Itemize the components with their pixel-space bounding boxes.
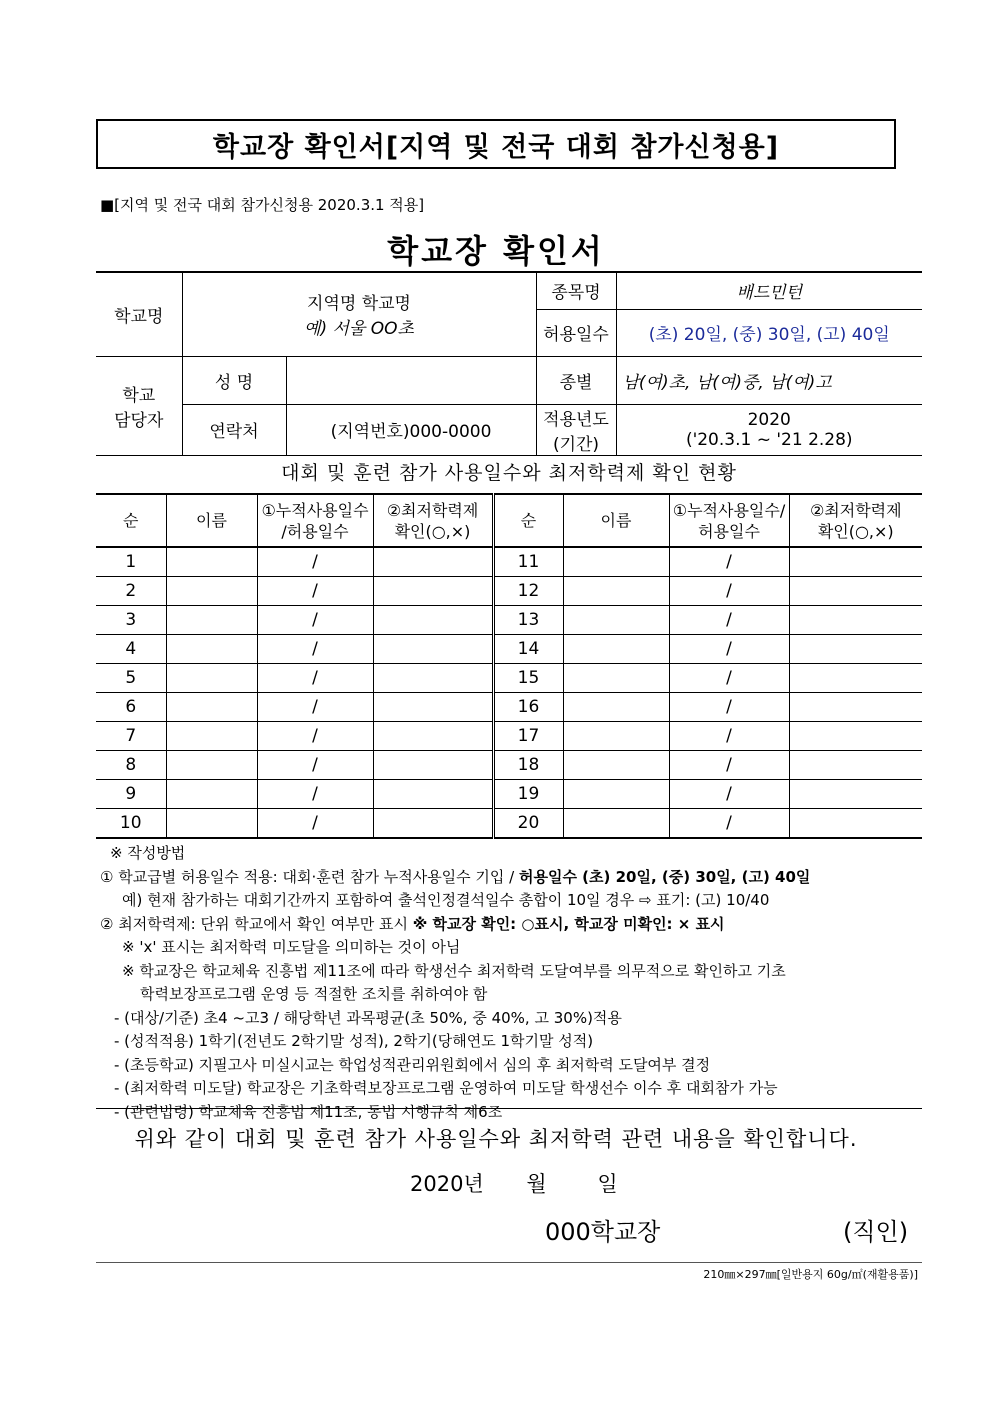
row-check-cell-right[interactable] bbox=[789, 635, 922, 664]
sport-label: 종목명 bbox=[536, 272, 616, 309]
row-check-cell-right[interactable] bbox=[789, 751, 922, 780]
row-no-right: 18 bbox=[493, 751, 563, 780]
row-days-cell[interactable]: / bbox=[257, 577, 373, 606]
allowed-days-value[interactable]: (초) 20일, (중) 30일, (고) 40일 bbox=[616, 309, 922, 356]
paper-spec-footer: 210㎜×297㎜[일반용지 60g/㎡(재활용품)] bbox=[703, 1268, 918, 1281]
row-days-cell-right[interactable]: / bbox=[669, 751, 789, 780]
row-name-cell-right[interactable] bbox=[563, 809, 669, 839]
instruction-item-1-example: 예) 현재 참가하는 대회기간까지 포함하여 출석인정결석일수 총합이 10일 경우 ⇨ 표기: (고) 10/40 bbox=[122, 891, 770, 909]
row-name-cell-right[interactable] bbox=[563, 577, 669, 606]
row-check-cell[interactable] bbox=[373, 780, 493, 809]
instructions bbox=[100, 842, 930, 1124]
row-check-cell[interactable] bbox=[373, 547, 493, 577]
row-days-cell-right[interactable]: / bbox=[669, 693, 789, 722]
header-no: 순 bbox=[96, 494, 166, 547]
school-label: 학교명 bbox=[96, 272, 182, 356]
table-row bbox=[96, 809, 922, 839]
header-days-right bbox=[669, 494, 789, 547]
row-name-cell[interactable] bbox=[166, 809, 257, 839]
row-name-cell[interactable] bbox=[166, 577, 257, 606]
row-no-right: 11 bbox=[493, 547, 563, 577]
sign-day: 일 bbox=[597, 1172, 618, 1196]
instruction-bullet: - (관련법령) 학교체육 진흥법 제11조, 동법 시행규칙 제6조 bbox=[114, 1102, 503, 1121]
row-no-right: 13 bbox=[493, 606, 563, 635]
row-days-cell-right[interactable]: / bbox=[669, 722, 789, 751]
row-check-cell-right[interactable] bbox=[789, 547, 922, 577]
table-row bbox=[96, 722, 922, 751]
manager-label bbox=[96, 356, 182, 455]
header-days-line1: ①누적사용일수 bbox=[261, 500, 369, 520]
row-check-cell[interactable] bbox=[373, 664, 493, 693]
table-row bbox=[96, 693, 922, 722]
row-check-cell[interactable] bbox=[373, 751, 493, 780]
year-value-line1: 2020 bbox=[747, 409, 791, 430]
header-check-right-line2: 확인(○,×) bbox=[817, 521, 894, 541]
instruction-item-2-text: ② 최저학력제: 단위 학교에서 확인 여부만 표시 bbox=[100, 914, 413, 933]
instruction-note-2-line1: ※ 학교장은 학교체육 진흥법 제11조에 따라 학생선수 최저학력 도달여부를 의무적으로 확인하고 기초 bbox=[122, 961, 786, 980]
instruction-item-2-mark: ※ 학교장 확인: ○표시, 학교장 미확인: × 표시 bbox=[412, 914, 725, 933]
manager-label-line2: 담당자 bbox=[114, 410, 164, 431]
contact-value[interactable]: (지역번호)000-0000 bbox=[286, 404, 536, 455]
row-name-cell[interactable] bbox=[166, 751, 257, 780]
official-seal-mark: (직인) bbox=[843, 1218, 909, 1246]
header-no-right: 순 bbox=[493, 494, 563, 547]
row-name-cell-right[interactable] bbox=[563, 780, 669, 809]
row-days-cell-right[interactable]: / bbox=[669, 577, 789, 606]
category-label: 종별 bbox=[536, 356, 616, 404]
row-check-cell-right[interactable] bbox=[789, 809, 922, 839]
instruction-item-2 bbox=[100, 913, 930, 937]
row-no: 5 bbox=[96, 664, 166, 693]
table-row bbox=[96, 780, 922, 809]
row-no: 1 bbox=[96, 547, 166, 577]
instruction-note-2-line2: 학력보장프로그램 운영 등 적절한 조치를 취하여야 함 bbox=[140, 985, 488, 1003]
header-check bbox=[373, 494, 493, 547]
sign-year: 2020년 bbox=[410, 1172, 484, 1196]
table-row bbox=[96, 751, 922, 780]
header-days-line2: /허용일수 bbox=[281, 521, 349, 541]
row-no: 4 bbox=[96, 635, 166, 664]
instruction-bullet: - (성적적용) 1학기(전년도 2학기말 성적), 2학기(당해연도 1학기말 성적) bbox=[114, 1032, 594, 1050]
instructions-heading: ※ 작성방법 bbox=[110, 844, 186, 862]
participation-table bbox=[96, 493, 922, 839]
header-name-right: 이름 bbox=[563, 494, 669, 547]
row-no: 2 bbox=[96, 577, 166, 606]
allowed-days-label: 허용일수 bbox=[536, 309, 616, 356]
row-days-cell[interactable]: / bbox=[257, 751, 373, 780]
instruction-bullet: - (대상/기준) 초4 ~고3 / 해당학년 과목평균(초 50%, 중 40%, 고 30%)적용 bbox=[114, 1008, 622, 1027]
instruction-bullet: - (초등학교) 지필고사 미실시교는 학업성적관리위원회에서 심의 후 최저학력 도달여부 결정 bbox=[114, 1055, 711, 1074]
row-name-cell[interactable] bbox=[166, 780, 257, 809]
sign-date bbox=[410, 1168, 618, 1198]
row-check-cell[interactable] bbox=[373, 693, 493, 722]
school-value-line2: 예) 서울 OO초 bbox=[304, 319, 414, 340]
page-title: 학교장 확인서 bbox=[387, 232, 605, 270]
row-check-cell-right[interactable] bbox=[789, 664, 922, 693]
table-row bbox=[96, 577, 922, 606]
row-name-cell[interactable] bbox=[166, 664, 257, 693]
row-no-right: 14 bbox=[493, 635, 563, 664]
row-check-cell[interactable] bbox=[373, 606, 493, 635]
closing-divider bbox=[96, 1108, 922, 1109]
header-check-right-line1: ②최저학력제 bbox=[809, 500, 902, 520]
row-days-cell-right[interactable]: / bbox=[669, 547, 789, 577]
header-days-right-line1: ①누적사용일수/ bbox=[672, 500, 786, 520]
row-days-cell[interactable]: / bbox=[257, 547, 373, 577]
table-row bbox=[96, 547, 922, 577]
form-version-note: ■[지역 및 전국 대회 참가신청용 2020.3.1 적용] bbox=[100, 196, 425, 214]
row-check-cell[interactable] bbox=[373, 809, 493, 839]
row-days-cell-right[interactable]: / bbox=[669, 606, 789, 635]
header-days bbox=[257, 494, 373, 547]
row-check-cell[interactable] bbox=[373, 635, 493, 664]
instruction-item-1-allowed: 허용일수 (초) 20일, (중) 30일, (고) 40일 bbox=[519, 867, 811, 886]
row-no-right: 17 bbox=[493, 722, 563, 751]
school-info-table bbox=[96, 271, 922, 456]
row-name-cell[interactable] bbox=[166, 547, 257, 577]
row-no-right: 20 bbox=[493, 809, 563, 839]
table-row bbox=[96, 606, 922, 635]
row-check-cell-right[interactable] bbox=[789, 577, 922, 606]
row-check-cell-right[interactable] bbox=[789, 780, 922, 809]
year-label bbox=[536, 404, 616, 455]
principal-name: 000학교장 bbox=[545, 1218, 661, 1246]
row-name-cell[interactable] bbox=[166, 635, 257, 664]
instruction-item-1 bbox=[100, 866, 930, 890]
row-no: 9 bbox=[96, 780, 166, 809]
year-label-line2: (기간) bbox=[552, 434, 600, 455]
row-days-cell[interactable]: / bbox=[257, 606, 373, 635]
name-value[interactable] bbox=[286, 356, 536, 404]
instruction-bullet: - (최저학력 미도달) 학교장은 기초학력보장프로그램 운영하여 미도달 학생선수 이수 후 대회참가 가능 bbox=[114, 1079, 778, 1097]
row-no: 6 bbox=[96, 693, 166, 722]
year-value[interactable] bbox=[616, 404, 922, 455]
row-name-cell-right[interactable] bbox=[563, 664, 669, 693]
row-no-right: 12 bbox=[493, 577, 563, 606]
row-no-right: 16 bbox=[493, 693, 563, 722]
closing-statement: 위와 같이 대회 및 훈련 참가 사용일수와 최저학력 관련 내용을 확인합니다. bbox=[134, 1127, 858, 1151]
manager-label-line1: 학교 bbox=[122, 385, 156, 406]
row-name-cell-right[interactable] bbox=[563, 693, 669, 722]
row-days-cell-right[interactable]: / bbox=[669, 780, 789, 809]
category-value[interactable]: 남(여)초, 남(여)중, 남(여)고 bbox=[616, 356, 922, 404]
row-check-cell-right[interactable] bbox=[789, 722, 922, 751]
row-days-cell-right[interactable]: / bbox=[669, 635, 789, 664]
table-row bbox=[96, 635, 922, 664]
header-days-right-line2: 허용일수 bbox=[698, 521, 760, 541]
participation-rows bbox=[96, 547, 922, 838]
row-no-right: 19 bbox=[493, 780, 563, 809]
row-days-cell-right[interactable]: / bbox=[669, 664, 789, 693]
header-name: 이름 bbox=[166, 494, 257, 547]
year-label-line1: 적용년도 bbox=[543, 409, 609, 430]
row-days-cell[interactable]: / bbox=[257, 693, 373, 722]
sign-month: 월 bbox=[526, 1172, 547, 1196]
row-check-cell[interactable] bbox=[373, 722, 493, 751]
row-name-cell-right[interactable] bbox=[563, 547, 669, 577]
contact-label: 연락처 bbox=[182, 404, 286, 455]
sport-value[interactable]: 배드민턴 bbox=[616, 272, 922, 309]
row-name-cell-right[interactable] bbox=[563, 751, 669, 780]
row-name-cell[interactable] bbox=[166, 693, 257, 722]
footer-divider bbox=[96, 1262, 922, 1263]
row-days-cell[interactable]: / bbox=[257, 809, 373, 839]
instruction-item-1-text: ① 학교급별 허용일수 적용: 대회·훈련 참가 누적사용일수 기입 / bbox=[100, 867, 519, 886]
header-check-right bbox=[789, 494, 922, 547]
row-name-cell-right[interactable] bbox=[563, 606, 669, 635]
row-no-right: 15 bbox=[493, 664, 563, 693]
school-value[interactable] bbox=[182, 272, 536, 356]
instruction-note-1: ※ 'x' 표시는 최저학력 미도달을 의미하는 것이 아님 bbox=[122, 938, 461, 956]
row-name-cell[interactable] bbox=[166, 722, 257, 751]
row-check-cell-right[interactable] bbox=[789, 693, 922, 722]
row-name-cell[interactable] bbox=[166, 606, 257, 635]
row-no: 8 bbox=[96, 751, 166, 780]
row-days-cell-right[interactable]: / bbox=[669, 809, 789, 839]
school-value-line1: 지역명 학교명 bbox=[307, 294, 411, 315]
row-name-cell-right[interactable] bbox=[563, 722, 669, 751]
row-check-cell-right[interactable] bbox=[789, 606, 922, 635]
name-label: 성 명 bbox=[182, 356, 286, 404]
instruction-bullets bbox=[100, 1007, 930, 1125]
row-days-cell[interactable]: / bbox=[257, 635, 373, 664]
row-name-cell-right[interactable] bbox=[563, 635, 669, 664]
row-days-cell[interactable]: / bbox=[257, 780, 373, 809]
row-no: 3 bbox=[96, 606, 166, 635]
row-check-cell[interactable] bbox=[373, 577, 493, 606]
row-days-cell[interactable]: / bbox=[257, 664, 373, 693]
row-days-cell[interactable]: / bbox=[257, 722, 373, 751]
year-value-line2: ('20.3.1 ~ '21 2.28) bbox=[685, 429, 853, 450]
row-no: 7 bbox=[96, 722, 166, 751]
section-title: 대회 및 훈련 참가 사용일수와 최저학력제 확인 현황 bbox=[281, 462, 737, 484]
header-check-line1: ②최저학력제 bbox=[386, 500, 479, 520]
header-check-line2: 확인(○,×) bbox=[394, 521, 471, 541]
boxed-document-title: 학교장 확인서[지역 및 전국 대회 참가신청용] bbox=[96, 119, 896, 169]
row-no: 10 bbox=[96, 809, 166, 839]
table-row bbox=[96, 664, 922, 693]
